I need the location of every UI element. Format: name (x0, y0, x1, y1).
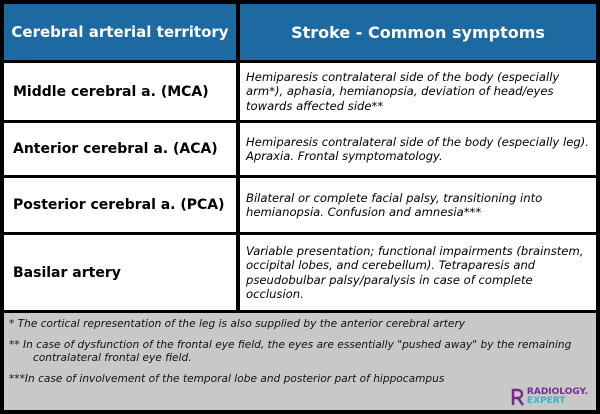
territory-mca: Middle cerebral a. (MCA) (4, 63, 236, 120)
symptoms-pca: Bilateral or complete facial palsy, transitioning into hemianopsia. Confusion and amnesia*** (240, 178, 596, 232)
header-symptoms: Stroke - Common symptoms (240, 4, 596, 60)
radiology-expert-logo (511, 388, 588, 406)
logo-r-icon (511, 388, 525, 406)
footnote-3: ***In case of involvement of the temporal lobe and posterior part of hippocampus (9, 373, 445, 385)
symptoms-basilar: Variable presentation; functional impairments (brainstem, occipital lobes, and cerebellum). Tetraparesis and pseudobulbar palsy/paralysis in case of complete occlusion. (240, 235, 596, 310)
territory-aca: Anterior cerebral a. (ACA) (4, 123, 236, 175)
logo-line2: EXPERT (526, 396, 566, 406)
footnote-1: * The cortical representation of the leg is also supplied by the anterior cerebral artery (9, 318, 466, 330)
territory-basilar: Basilar artery (4, 235, 236, 310)
logo-line1: RADIOLOGY. (526, 387, 588, 397)
symptoms-aca: Hemiparesis contralateral side of the body (especially leg). Apraxia. Frontal symptomatology. (240, 123, 596, 175)
territory-pca: Posterior cerebral a. (PCA) (4, 178, 236, 232)
header-territory: Cerebral arterial territory (4, 4, 236, 60)
footnote-2: ** In case of dysfunction of the frontal eye field, the eyes are essentially "pushed away" by the remaining contralateral frontal eye field. (9, 339, 572, 364)
symptoms-mca: Hemiparesis contralateral side of the body (especially arm*), aphasia, hemianopsia, deviation of head/eyes towards affected side** (240, 63, 596, 120)
footnotes (4, 313, 596, 410)
